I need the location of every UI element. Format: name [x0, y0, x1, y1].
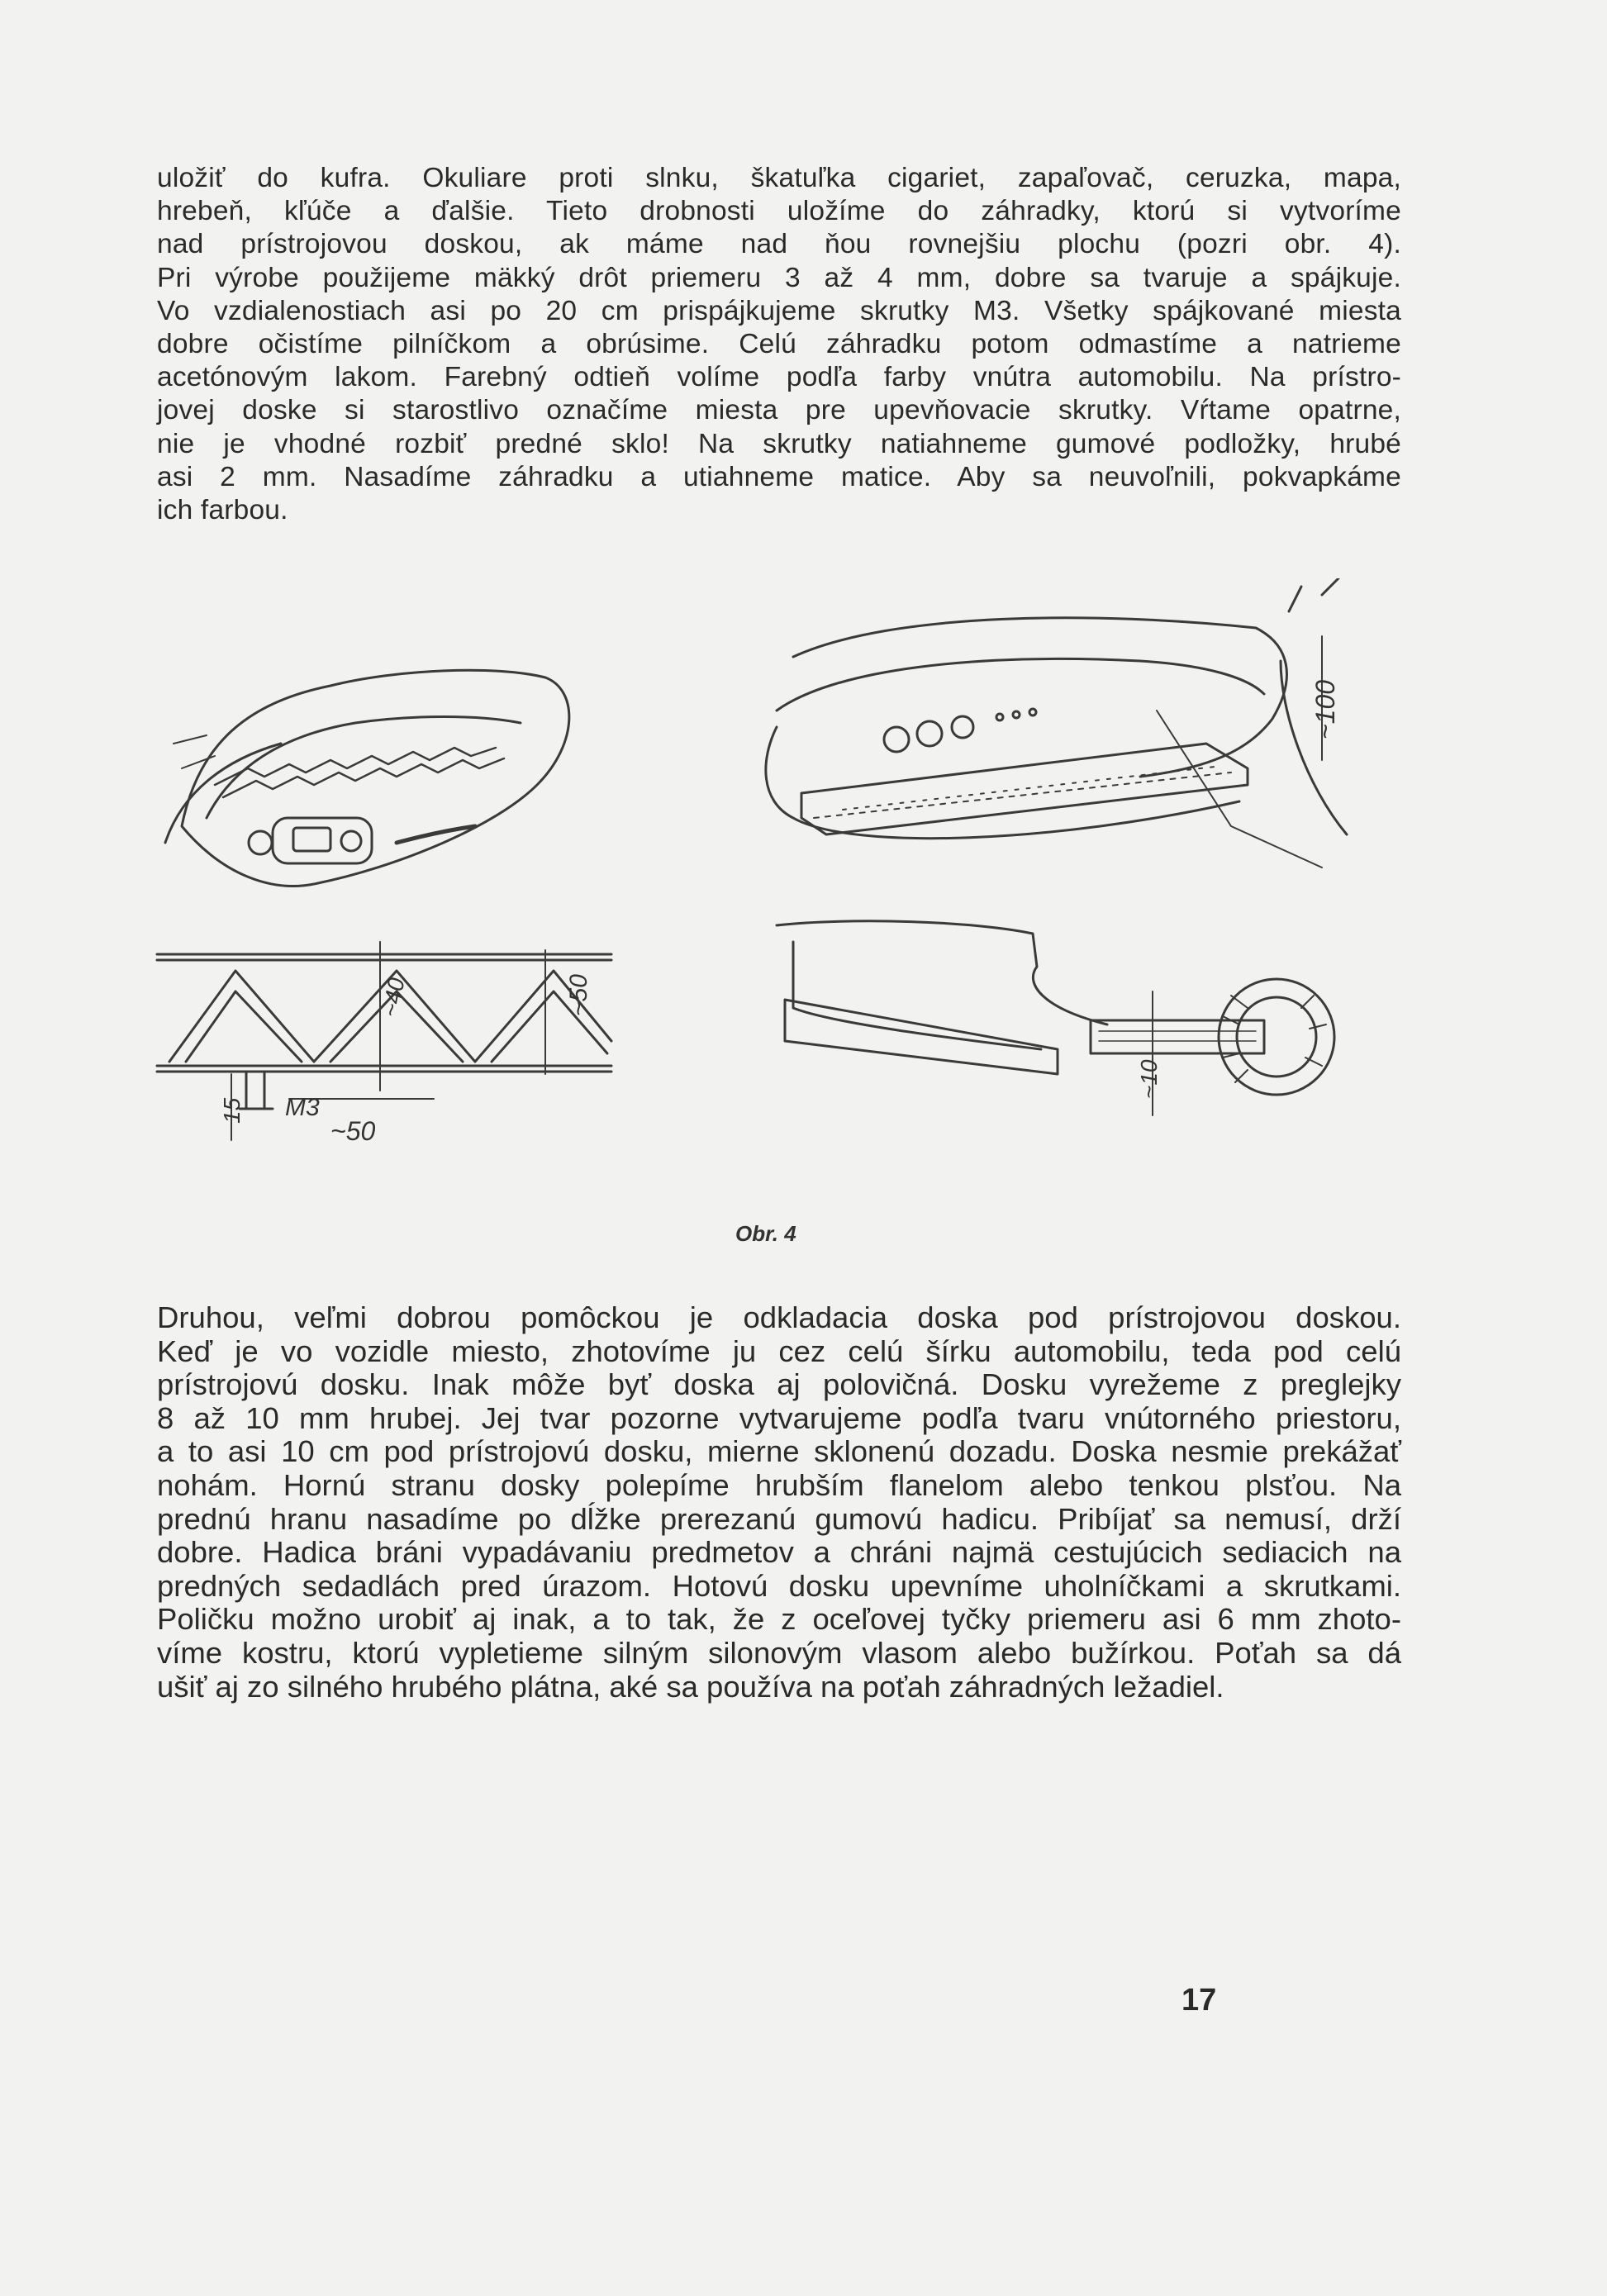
paragraph-2	[157, 1301, 1401, 1704]
dimension-label: ~10	[1136, 1059, 1162, 1099]
text-line: hrebeň, kľúče a ďalšie. Tieto drobnosti uložíme do záhradky, ktorú si vytvoríme	[157, 196, 1401, 227]
text-line: uložiť do kufra. Okuliare proti slnku, škatuľka cigariet, zapaľovač, ceruzka, mapa,	[157, 163, 1401, 193]
text-line: predných sedadlách pred úrazom. Hotovú dosku upevníme uholníčkami a skrutkami.	[157, 1568, 1401, 1603]
text-line: víme kostru, ktorú vypletieme silným silonovým vlasom alebo bužírkou. Poťah sa dá	[157, 1635, 1401, 1670]
dimension-label: ~50	[565, 974, 592, 1016]
text-line: Vo vzdialenostiach asi po 20 cm prispájkujeme skrutky M3. Všetky spájkované miesta	[157, 295, 1401, 326]
text-line: Pri výrobe použijeme mäkký drôt priemeru 3 až 4 mm, dobre sa tvaruje a spájkuje.	[157, 262, 1401, 293]
dashboard-rack-drawing	[165, 670, 569, 886]
text-line: acetónovým lakom. Farebný odtieň volíme podľa farby vnútra automobilu. Na prístro-	[157, 362, 1401, 393]
text-line: nie je vhodné rozbiť predné sklo! Na skrutky natiahneme gumové podložky, hrubé	[157, 428, 1401, 459]
dimension-label: ~40	[377, 976, 410, 1020]
paragraph-1	[157, 162, 1401, 527]
dimension-label: ~100	[1310, 679, 1340, 739]
text-line: jovej doske si starostlivo označíme miesta pre upevňovacie skrutky. Vŕtame opatrne,	[157, 395, 1401, 426]
text-line: a to asi 10 cm pod prístrojovú dosku, mierne sklonenú dozadu. Doska nesmie prekážať	[157, 1434, 1401, 1469]
text-line: dobre. Hadica bráni vypadávaniu predmetov a chráni najmä cestujúcich sediacich na	[157, 1535, 1401, 1570]
dimension-label: 15	[219, 1097, 245, 1124]
figure-4-illustration	[149, 578, 1413, 1256]
page-number: 17	[1181, 1983, 1217, 2018]
text-line: nad prístrojovou doskou, ak máme nad ňou rovnejšiu plochu (pozri obr. 4).	[157, 229, 1401, 260]
shelf-detail-drawing	[777, 921, 1334, 1115]
text-line: 8 až 10 mm hrubej. Jej tvar pozorne vytvarujeme podľa tvaru vnútorného priestoru,	[157, 1400, 1401, 1435]
text-line: nohám. Hornú stranu dosky polepíme hrubším flanelom alebo tenkou plsťou. Na	[157, 1467, 1401, 1502]
text-line: Keď je vo vozidle miesto, zhotovíme ju cez celú šírku automobilu, teda pod celú	[157, 1333, 1401, 1368]
text-line: prednú hranu nasadíme po dĺžke prerezanú gumovú hadicu. Pribíjať sa nemusí, drží	[157, 1501, 1401, 1536]
wire-profile-drawing	[157, 942, 611, 1146]
dimension-label: ~50	[330, 1116, 376, 1146]
shelf-drawing	[766, 578, 1347, 868]
figure-caption: Obr. 4	[735, 1221, 796, 1246]
text-line: Druhou, veľmi dobrou pomôckou je odkladacia doska pod prístrojovou doskou.	[157, 1300, 1401, 1334]
text-line: Poličku možno urobiť aj inak, a to tak, že z oceľovej tyčky priemeru asi 6 mm zhoto-	[157, 1602, 1401, 1637]
text-line: prístrojovú dosku. Inak môže byť doska aj polovičná. Dosku vyrežeme z preglejky	[157, 1367, 1401, 1402]
text-line: ich farbou.	[157, 495, 288, 526]
text-line: asi 2 mm. Nasadíme záhradku a utiahneme matice. Aby sa neuvoľnili, pokvapkáme	[157, 461, 1401, 492]
text-line: dobre očistíme pilníčkom a obrúsime. Celú záhradku potom odmastíme a natrieme	[157, 329, 1401, 360]
text-line: ušiť aj zo silného hrubého plátna, aké sa používa na poťah záhradných ležadiel.	[157, 1669, 1224, 1704]
dimension-label: M3	[285, 1094, 320, 1121]
